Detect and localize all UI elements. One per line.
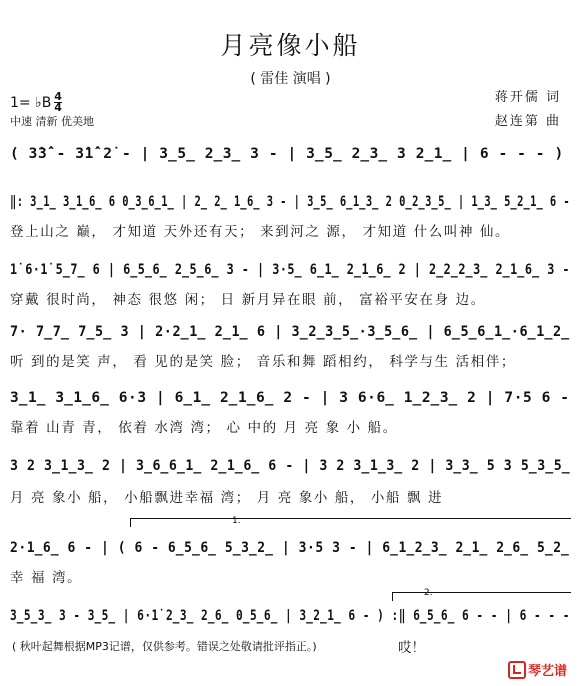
key-signature bbox=[10, 92, 62, 113]
lyric-line-4: 听 到的是笑 声， 看 见的是笑 脸； 音乐和舞 蹈相约， 科学与生 活相伴； bbox=[10, 354, 517, 370]
volta-2-number: 2. bbox=[424, 588, 433, 598]
lyricist-credit: 蒋开儒 词 bbox=[494, 90, 561, 105]
notation-line-5: 3̲1̲ 3̲1̲6̲ 6·3 | 6̲1̲ 2̲1̲6̲ 2 - | 3 6·6̲ 1̲2̲3̲ 2 | 7·5 6 - bbox=[10, 390, 570, 406]
notation-line-2: ‖: 3̲1̲ 3̲1̲6̲ 6 0̲3̲6̲1̲ | 2̲ 2̲ 1̲6̲ 3 - | 3̲5̲ 6̲1̲3̲ 2 0̲2̲3̲5̲ | 1̲3̲ 5̲2̲1̲ 6 - bbox=[10, 194, 571, 210]
footnote: ( 秋叶起舞根据MP3记谱，仅供参考。错误之处敬请批评指正。) bbox=[12, 640, 317, 653]
notation-line-8: 3̲5̲3̲ 3 - 3̲5̲ | 6·1̇ 2̲3̲ 2̲6̲ 0̲5̲6̲ | 3̲2̲1̲ 6 - ) :‖ 6̲5̲6̲ 6 - - | 6 - - - bbox=[10, 608, 570, 624]
volta-2-bracket bbox=[392, 592, 571, 601]
notation-line-6: 3 2 3̲1̲3̲ 2 | 3̲6̲6̲1̲ 2̲1̲6̲ 6 - | 3 2 3̲1̲3̲ 2 | 3̲3̲ 5 3 5̲3̲5̲ bbox=[10, 458, 571, 474]
notation-line-7: 2·1̲6̲ 6 - | ( 6 - 6̲5̲6̲ 5̲3̲2̲ | 3·5 3 - | 6̲1̲2̲3̲ 2̲1̲ 2̲6̲ 5̲2̲ bbox=[10, 540, 570, 556]
lyric-line-6: 月 亮 象小 船， 小船飘进幸福 湾； 月 亮 象小 船， 小船 飘 进 bbox=[10, 490, 444, 506]
notation-line-1: ( 3̇3̇̂ - 3̇1̇̂ 2̇ - | 3̲5̲ 2̲3̲ 3 - | 3̲5̲ 2̲3̲ 3 2̲1̲ | 6 - - - ) bbox=[10, 146, 564, 162]
volta-1-number: 1. bbox=[232, 516, 241, 526]
volta-1-bracket bbox=[130, 518, 571, 527]
song-title: 月亮像小船 bbox=[220, 31, 361, 60]
time-signature: $\frac{4}{4}$ bbox=[54, 90, 62, 114]
notation-line-3: 1̇ 6·1̇ 5̲7̲ 6 | 6̲5̲6̲ 2̲5̲6̲ 3 - | 3·5̲ 6̲1̲ 2̲1̲6̲ 2 | 2̲2̲2̲3̲ 2̲1̲6̲ 3 - bbox=[10, 262, 571, 278]
lyric-last: 哎！ bbox=[398, 640, 425, 656]
lyric-line-7: 幸 福 湾。 bbox=[10, 570, 83, 586]
lyric-line-2: 登上山之 巅， 才知道 天外还有天； 来到河之 源， 才知道 什么叫神 仙。 bbox=[10, 224, 511, 240]
composer-credit: 赵连第 曲 bbox=[494, 114, 561, 129]
lyric-line-3: 穿戴 很时尚， 神态 很悠 闲； 日 新月异在眼 前， 富裕平安在身 边。 bbox=[10, 292, 486, 308]
tempo-marking: 中速 清新 优美地 bbox=[10, 115, 94, 128]
lyric-line-5: 靠着 山青 青， 依着 水湾 湾； 心 中的 月 亮 象 小 船。 bbox=[10, 420, 398, 436]
site-logo bbox=[508, 660, 567, 679]
notation-line-4: 7· 7̲7̲ 7̲5̲ 3 | 2·2̲1̲ 2̲1̲ 6 | 3̲2̲3̲5̲·3̲5̲6̲ | 6̲5̲6̲1̲·6̲1̲2̲ bbox=[10, 324, 570, 340]
qinyipu-logo-icon bbox=[508, 661, 526, 679]
site-watermark: 琴艺谱 bbox=[528, 664, 568, 679]
key-label: 1= ♭B bbox=[10, 94, 52, 111]
song-subtitle: ( 雷佳 演唱 ) bbox=[250, 71, 331, 87]
